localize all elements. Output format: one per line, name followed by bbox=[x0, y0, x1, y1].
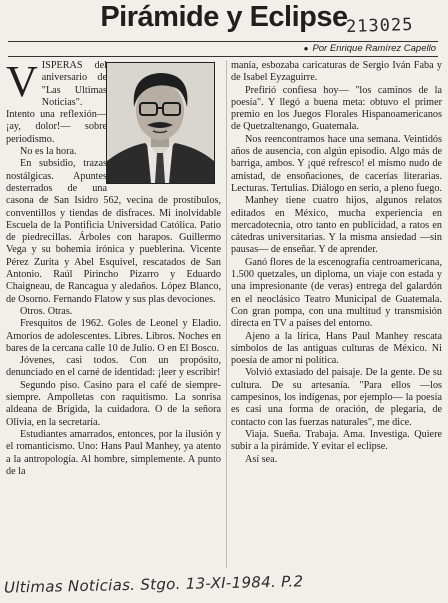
paragraph: Volvió extasiado del paisaje. De la gente. De su cultura. De su artesanía. "Para ellos —los campesinos, los indígenas, por ejemplo— la poesía es casi una forma de oración, de plegaria, de contacto con las fuerzas naturales", me dice. bbox=[231, 367, 442, 428]
paragraph: No es la hora. bbox=[20, 146, 77, 158]
paragraph: Manhey tiene cuatro hijos, algunos relatos editados en México, mucha experiencia en mercadotecnia, otro tanto en publicidad, a ratos en cátedras universitarias. Y la misma ansiedad —sin pausas— de enseñar. Y de aprender. bbox=[231, 195, 442, 256]
handwritten-number: 213025 bbox=[345, 14, 414, 38]
paragraph: Ajeno a la lírica, Hans Paul Manhey rescata símbolos de las antiguas culturas de México. Ni poesía de amor ni política. bbox=[231, 330, 442, 367]
byline-text: Por Enrique Ramírez Capello bbox=[312, 43, 436, 54]
paragraph: En subsidio, trazas nostálgicas. Apuntes desterrados de una casona de San Isidro 562, vecina de prostíbulos, conventillos y tiendas de disfraces. Mi inolvidable Escuela de la Pontificia Universidad Católica. Patio de piedrecillas. Árboles con harapos. Guillermo Vega y su bohemia irónica y pueblerina. Vicente Pérez Zurita y Abel Esquivel, rescatados de San Antonio. Raúl Pirincho Pizarro y Eduardo Chaigneau, de Rancagua y aledaños. López Blanco, de Osorno. Fernando Flatow y sus plas devociones. bbox=[6, 158, 221, 305]
paragraph: manía, esbozaba caricaturas de Sergio Iván Faba y de Isabel Eyzaguirre. bbox=[231, 60, 442, 84]
column-divider bbox=[226, 60, 227, 568]
portrait-spacer bbox=[111, 60, 221, 184]
paragraph: ISPERAS del aniversario de "Las Ultimas Noticias". Intento una reflexión— ¡ay, dolor!— sobre periodismo. bbox=[6, 60, 107, 145]
paragraph: Así sea. bbox=[245, 453, 278, 465]
paragraph: Jóvenes, casi todos. Con un propósito, denunciado en el carné de identidad: ¡leer y escribir! bbox=[6, 355, 221, 379]
paragraph: Ganó flores de la escenografía centroamericana, 1.500 quetzales, un diploma, un viaje con estada y una impresionante (de veras) entrega del galardón en el neoclásico Teatro Municipal de Guatemala. Con gran pompa, con una multitud y transmisión directa en TV a países del entorno. bbox=[231, 256, 442, 330]
paragraph: Fresquitos de 1962. Goles de Leonel y Eladio. Amoríos de adolescentes. Libres. Libros. Noches en bares de la cercana calle 10 de Julio. O en El Bosco. bbox=[6, 318, 221, 354]
paragraph: Estudiantes amarrados, entonces, por la ilusión y el romanticismo. Uno: Hans Paul Manhey, ya atento a la antropología. Al hombre, simplemente. A punto de la bbox=[6, 428, 221, 477]
paragraph: Prefirió confiesa hoy— "los caminos de la poesía". Y llegó a buena meta: obtuvo el primer premio en los Juegos Florales Hispanoamericanos de Quetzaltenango, Guatemala. bbox=[231, 84, 442, 133]
article-column-1 bbox=[6, 60, 221, 572]
bullet-icon: ● bbox=[303, 44, 309, 53]
drop-cap: V bbox=[6, 60, 38, 106]
handwritten-source-note: Ultimas Noticias. Stgo. 13-XI-1984. P.2 bbox=[3, 572, 304, 597]
paragraph: Nos reencontramos hace una semana. Veintidós años de ausencia, con algún episodio. Algo más de barriga, ambos. Y ¡qué refresco! el mismo nudo de amistad, de ensoñaciones, de cacerías literarias. Lecturas. Tertulias. Diálogo en serio, a pleno fuego. bbox=[231, 133, 442, 194]
paragraph: Segundo piso. Casino para el café de siempre-siempre. Ampolletas con raquitismo. La sonrisa aldeana de Brígida, la cuidadora. O de la señora Olivia, en la secretaría. bbox=[6, 379, 221, 428]
article-column-2 bbox=[231, 60, 442, 572]
article-title: Pirámide y Eclipse bbox=[100, 1, 348, 33]
top-rule bbox=[8, 41, 438, 42]
paragraph: Otros. Otras. bbox=[20, 305, 73, 317]
paragraph: Viaja. Sueña. Trabaja. Ama. Investiga. Quiere subir a la pirámide. Y evitar el eclipse. bbox=[231, 428, 442, 453]
byline bbox=[304, 43, 436, 54]
byline-rule bbox=[8, 56, 438, 57]
